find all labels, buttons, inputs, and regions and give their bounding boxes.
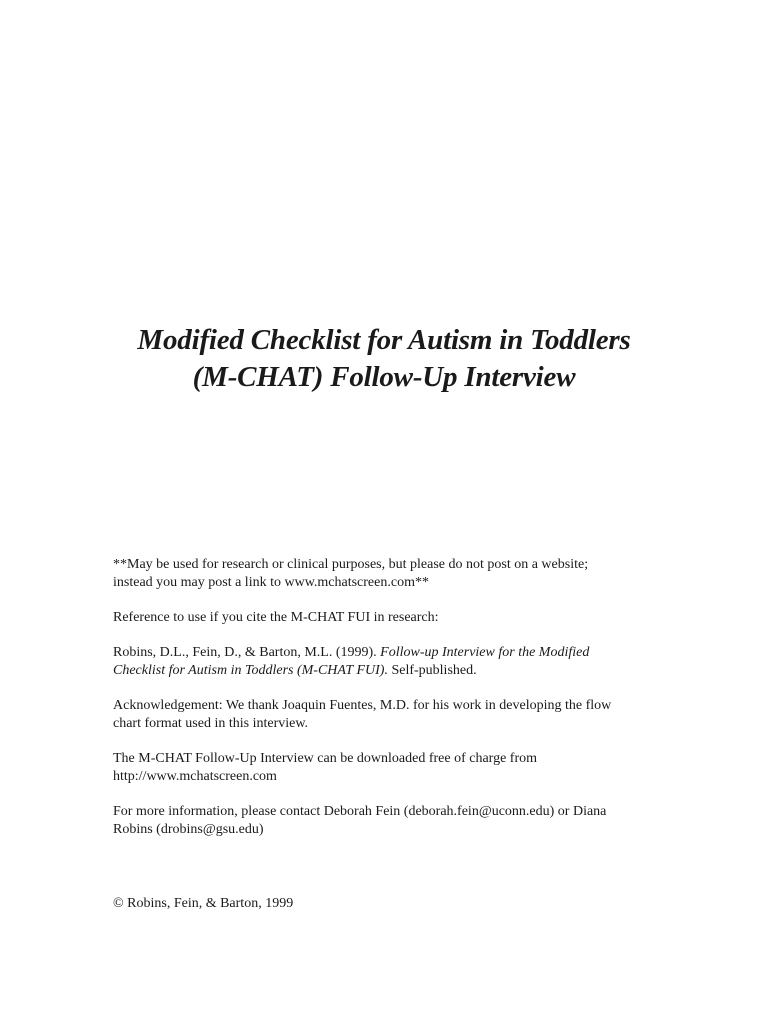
acknowledgement-line-2: chart format used in this interview. xyxy=(113,716,309,731)
citation-line-1 xyxy=(113,644,653,662)
citation-title-part-1: Follow-up Interview for the Modified xyxy=(380,645,590,660)
document-title xyxy=(0,322,768,396)
usage-notice-line-2: instead you may post a link to www.mchatscreen.com** xyxy=(113,575,429,590)
citation xyxy=(113,644,653,680)
contact-info-line-1: For more information, please contact Deborah Fein (deborah.fein@uconn.edu) or Diana xyxy=(113,804,607,819)
copyright-notice: © Robins, Fein, & Barton, 1999 xyxy=(113,896,294,911)
contact-info-line-2: Robins (drobins@gsu.edu) xyxy=(113,822,264,837)
usage-notice-line-1: **May be used for research or clinical purposes, but please do not post on a website; xyxy=(113,557,589,572)
acknowledgement xyxy=(113,697,653,733)
usage-notice xyxy=(113,556,653,592)
citation-authors: Robins, D.L., Fein, D., & Barton, M.L. (1999). xyxy=(113,645,381,660)
download-info xyxy=(113,750,653,786)
title-line-2: (M-CHAT) Follow-Up Interview xyxy=(192,361,576,393)
citation-title-part-2: Checklist for Autism in Toddlers (M-CHAT FUI). xyxy=(113,663,388,678)
document-body xyxy=(113,556,653,856)
citation-line-2 xyxy=(113,662,653,680)
contact-info xyxy=(113,803,653,839)
acknowledgement-line-1: Acknowledgement: We thank Joaquin Fuentes, M.D. for his work in developing the flow xyxy=(113,698,612,713)
reference-intro xyxy=(113,609,653,627)
download-link[interactable]: http://www.mchatscreen.com xyxy=(113,769,277,784)
citation-publisher: Self-published. xyxy=(387,663,477,678)
download-info-line-1: The M-CHAT Follow-Up Interview can be downloaded free of charge from xyxy=(113,751,538,766)
title-line-1: Modified Checklist for Autism in Toddlers xyxy=(137,324,631,356)
reference-intro-text: Reference to use if you cite the M-CHAT FUI in research: xyxy=(113,610,439,625)
